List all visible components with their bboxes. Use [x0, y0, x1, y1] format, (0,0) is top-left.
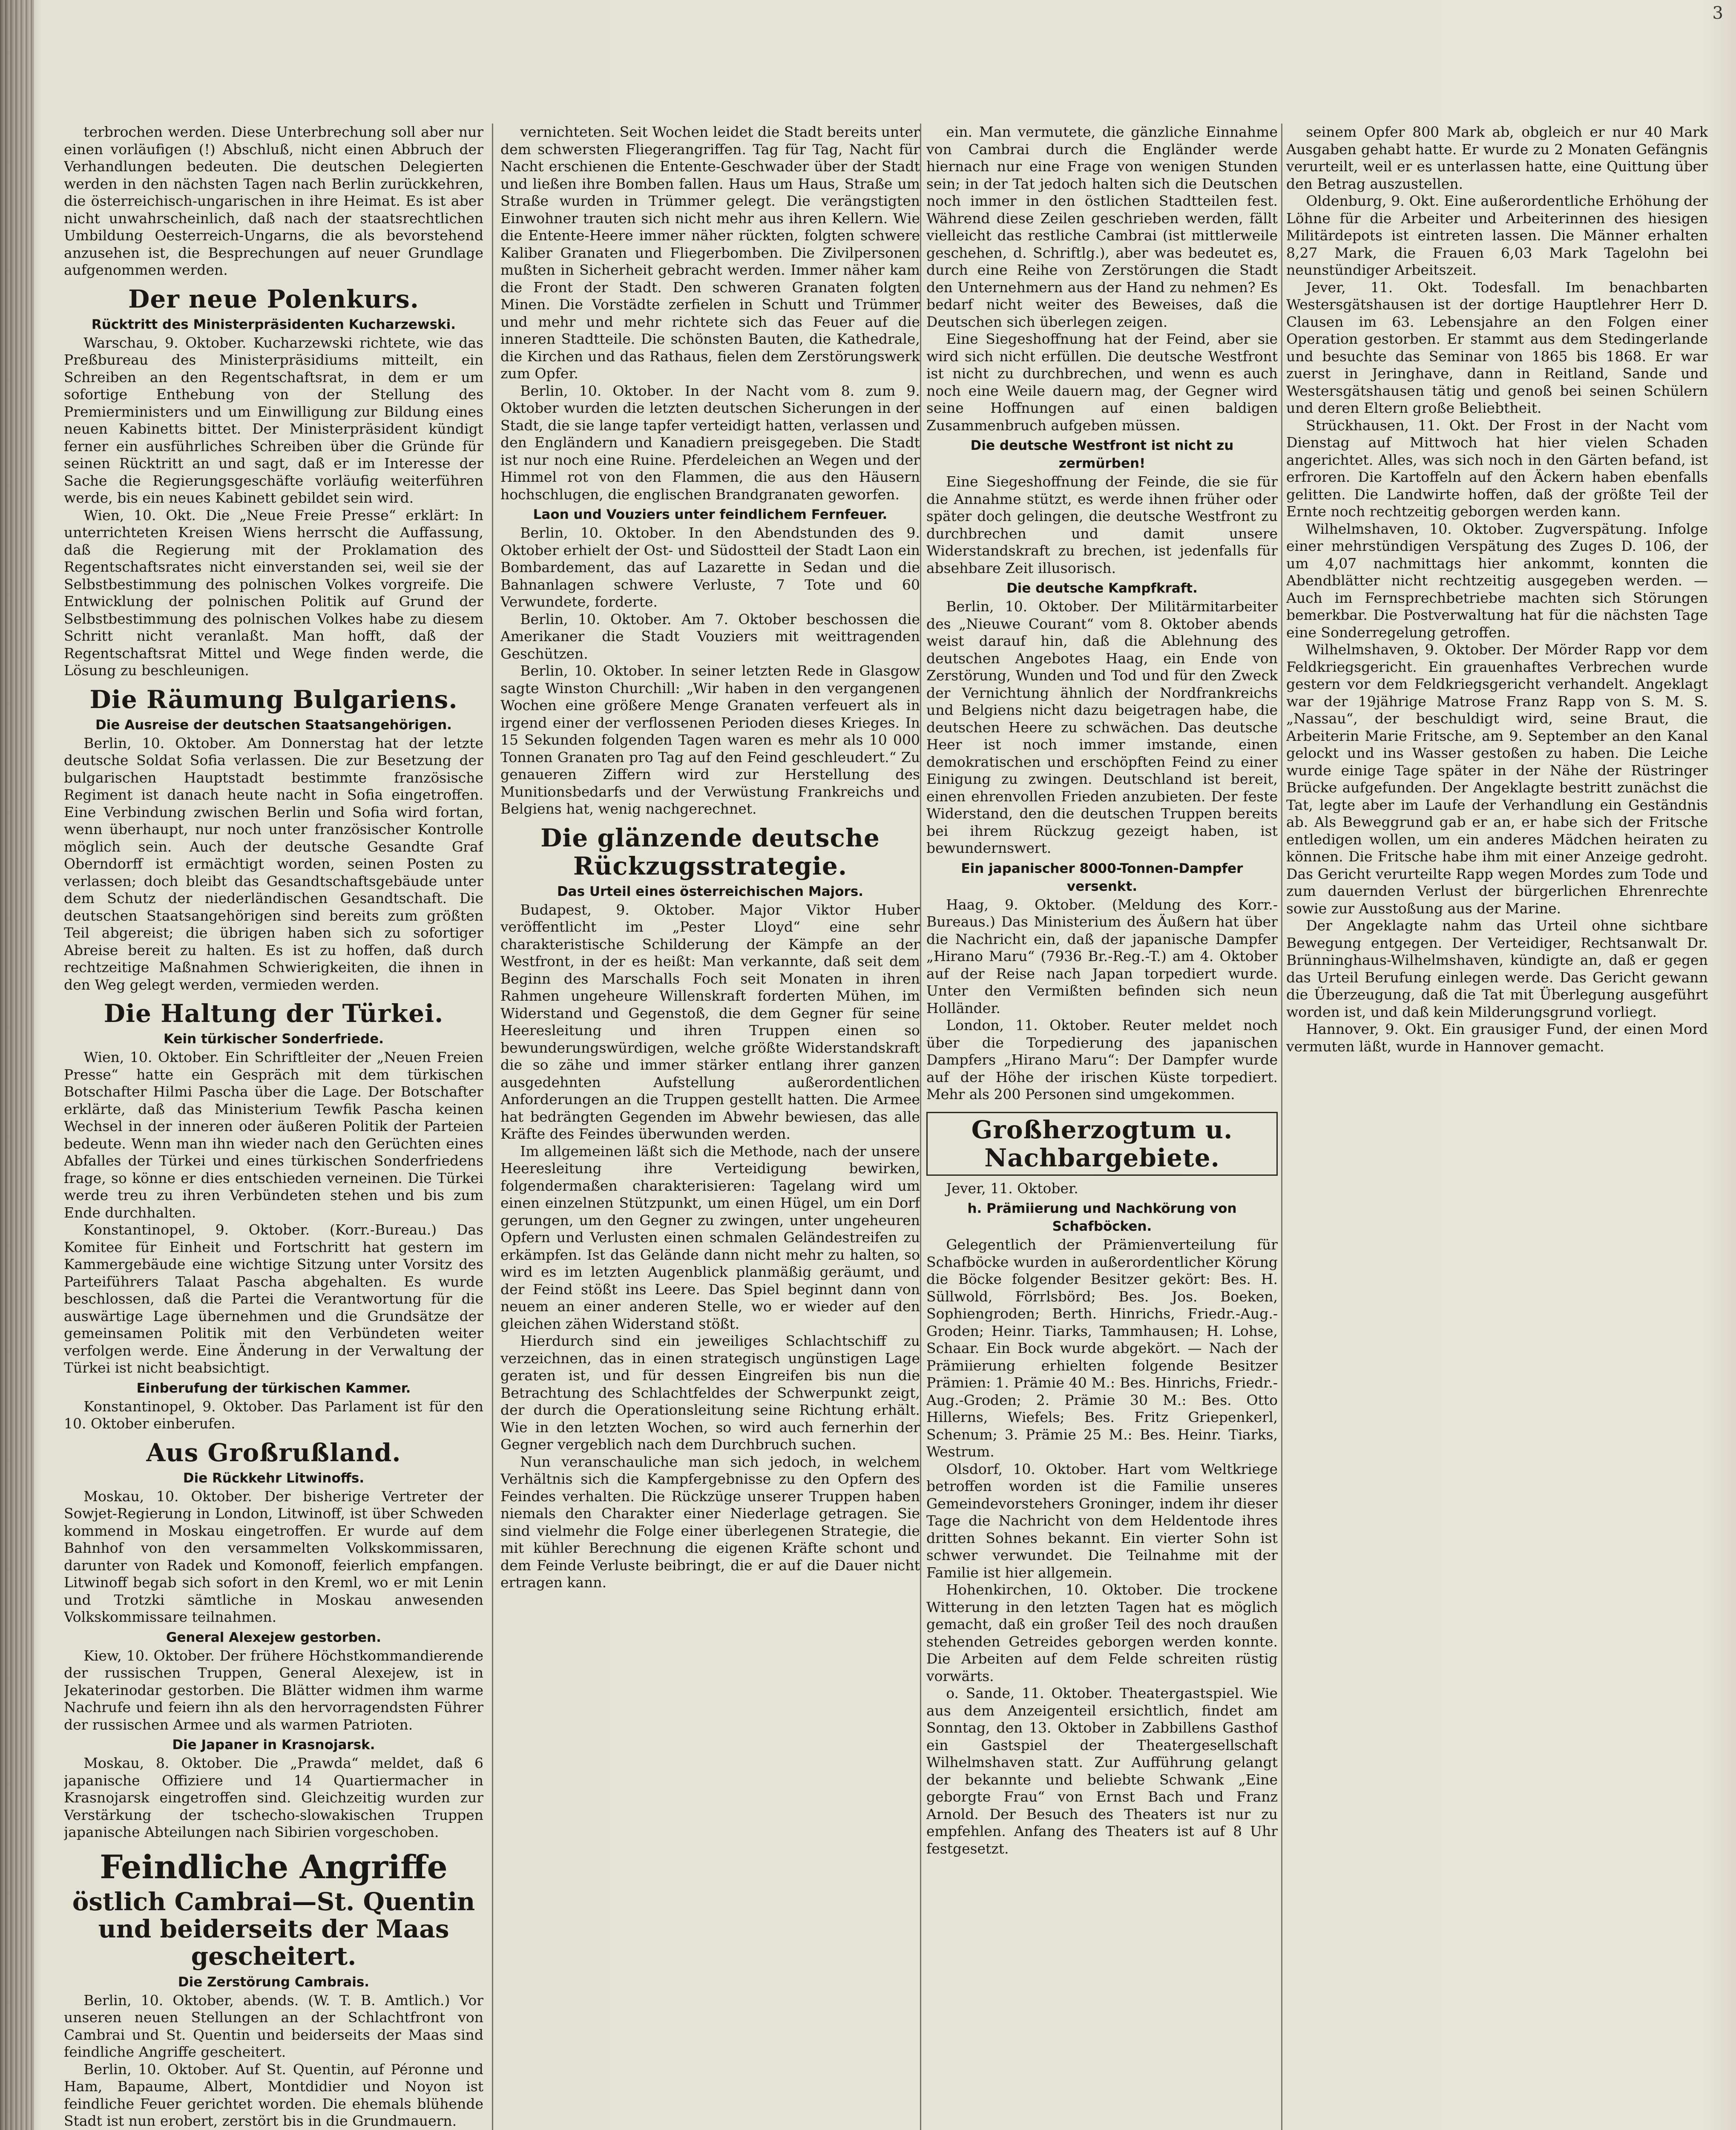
- article-paragraph: Jever, 11. Oktober.: [946, 1180, 1078, 1197]
- subheading: Laon und Vouziers unter feindlichem Fernfeuer.: [533, 507, 888, 522]
- article-paragraph: Nun veranschauliche man sich jedoch, in welchem Verhältnis sich die Kampfergebnisse zu den Opfern des Feindes verhalten. Die Rückzüge unserer Truppen haben niemals den Charakter einer Niederlage getragen. Sie sind vielmehr die Folge einer überlegenen Strategie, die mit kühler Berechnung die eigenen Kräfte schont und dem Feinde Verluste beibringt, die er auf die Dauer nicht ertragen kann.: [500, 1453, 920, 1591]
- section-heading: Die Räumung Bulgariens.: [89, 685, 458, 714]
- section-heading: Die glänzende deutsche Rückzugsstrategie.: [540, 823, 880, 881]
- article-paragraph: Wilhelmshaven, 9. Oktober. Der Mörder Rapp vor dem Feldkriegsgericht. Ein grauenhaftes Verbrechen wurde gestern vor dem Feldkriegsgericht verhandelt. Angeklagt war der 19jährige Matrose Franz Rapp von S. M. S. „Nassau“, der beschuldigt wird, seine Braut, die Arbeiterin Marie Fritsche, am 9. September an den Kanal gelockt und ins Wasser gestoßen zu haben. Die Leiche wurde einige Tage später in der Nähe der Rüstringer Brücke aufgefunden. Der Angeklagte bestritt zunächst die Tat, legte aber im Laufe der Verhandlung ein Geständnis ab. Als Beweggrund gab er an, er habe sich der Fritsche entledigen wollen, um ein anderes Mädchen heiraten zu können. Die Fritsche habe ihm mit einer Anzeige gedroht. Das Gericht verurteilte Rapp wegen Mordes zum Tode und zum dauernden Verlust der bürgerlichen Ehrenrechte sowie zur Ausstoßung aus der Marine.: [1286, 641, 1708, 917]
- article-paragraph: London, 11. Oktober. Reuter meldet noch über die Torpedierung des japanischen Dampfers „Hirano Maru“: Der Dampfer wurde auf der Höhe der irischen Küste torpediert. Mehr als 200 Personen sind umgekommen.: [926, 1017, 1278, 1102]
- article-paragraph: Kiew, 10. Oktober. Der frühere Höchstkommandierende der russischen Truppen, General Alexejew, ist in Jekaterinodar gestorben. Die Blätter widmen ihm warme Nachrufe und feiern ihn als den hervorragendsten Führer der russischen Armee und als warmen Patrioten.: [64, 1647, 483, 1733]
- column-rule: [1281, 124, 1282, 2130]
- article-paragraph: Berlin, 10. Oktober. Am Donnerstag hat der letzte deutsche Soldat Sofia verlassen. Die zur Besetzung der bulgarischen Hauptstadt bestimmte französische Regiment ist danach heute nacht in Sofia eingetroffen. Eine Verbindung zwischen Berlin und Sofia wird fortan, wenn überhaupt, nur noch unter französischer Kontrolle möglich sein. Auch der deutsche Gesandte Graf Oberndorff ist ermächtigt worden, seinen Posten zu verlassen; doch bleibt das Gesandtschaftsgebäude unter dem Schutz der niederländischen Gesandtschaft. Die deutschen Staatsangehörigen sind bereits zum größten Teil abgereist; die übrigen haben sich zu sofortiger Abreise bereit zu halten. Es ist zu hoffen, daß durch rechtzeitige Maßnahmen Schwierigkeiten, die ihnen in den Weg gelegt werden, vermieden werden.: [64, 734, 483, 993]
- article-paragraph: Eine Siegeshoffnung hat der Feind, aber sie wird sich nicht erfüllen. Die deutsche Westfront ist nicht zu durchbrechen, und wenn es auch noch eine Weile dauern mag, der Gegner wird seine Hoffnungen auf einen baldigen Zusammenbruch aufgeben müssen.: [926, 331, 1278, 434]
- subheading: Die deutsche Kampfkraft.: [1006, 581, 1198, 596]
- subheading: Die deutsche Westfront ist nicht zu zermürben!: [970, 438, 1234, 471]
- article-paragraph: ein. Man vermutete, die gänzliche Einnahme von Cambrai durch die Engländer werde hiernach nur eine Frage von wenigen Stunden sein; in der Tat jedoch halten sich die Deutschen noch immer in den östlichen Stadtteilen fest. Während diese Zeilen geschrieben werden, fällt vielleicht das restliche Cambrai (ist mittlerweile geschehen, d. Schriftlg.), aber was bedeutet es, durch eine Reihe von Zerstörungen die Stadt den Unternehmern aus der Hand zu nehmen? Es bedarf nicht weiter des Beweises, daß die Deutschen sich überlegen zeigen.: [926, 124, 1278, 330]
- subheading: Die Zerstörung Cambrais.: [178, 1974, 370, 1990]
- page-number: 3: [1712, 3, 1723, 23]
- article-paragraph: Oldenburg, 9. Okt. Eine außerordentliche Erhöhung der Löhne für die Arbeiter und Arbeiterinnen des hiesigen Militärdepots ist eintreten lassen. Die Männer erhalten 8,27 Mark, die Frauen 6,03 Mark Tagelohn bei neunstündiger Arbeitszeit.: [1286, 193, 1708, 278]
- article-paragraph: Olsdorf, 10. Oktober. Hart vom Weltkriege betroffen worden ist die Familie unseres Gemeindevorstehers Groninger, indem ihr dieser Tage die Nachricht von dem Heldentode ihres dritten Sohnes bekannt. Ein vierter Sohn ist schwer verwundet. Die Teilnahme mit der Familie ist hier allgemein.: [926, 1460, 1278, 1581]
- column-4: [1286, 124, 1708, 2130]
- column-rule: [492, 124, 493, 2130]
- article-paragraph: Berlin, 10. Oktober. Am 7. Oktober beschossen die Amerikaner die Stadt Vouziers mit weittragenden Geschützen.: [500, 610, 920, 662]
- subheading: Kein türkischer Sonderfriede.: [163, 1031, 384, 1047]
- article-paragraph: Hierdurch sind ein jeweiliges Schlachtschiff zu verzeichnen, das in einen strategisch ungünstigen Lage geraten ist, und für dessen Eingreifen bis nun die Betrachtung des Schlachtfeldes der Schwerpunkt zeigt, der durch die Operationsleitung seine Richtung erhält. Wie in den letzten Wochen, so wird auch fernerhin der Gegner vergeblich nach dem Durchbruch suchen.: [500, 1333, 920, 1453]
- column-2: [500, 124, 920, 2130]
- article-paragraph: Haag, 9. Oktober. (Meldung des Korr.-Bureaus.) Das Ministerium des Äußern hat über die Nachricht ein, daß der japanische Dampfer „Hirano Maru“ (7936 Br.-Reg.-T.) am 4. Oktober auf der Reise nach Japan torpediert wurde. Unter den Vermißten befinden sich neun Holländer.: [926, 896, 1278, 1016]
- subheading: h. Prämiierung und Nachkörung von Schafböcken.: [967, 1201, 1237, 1234]
- article-paragraph: Berlin, 10. Oktober. In den Abendstunden des 9. Oktober erhielt der Ost- und Südostteil der Stadt Laon ein Bombardement, das auf Lazarette in Sedan und die Bahnanlagen schwere Verluste, 7 Tote und 60 Verwundete, forderte.: [500, 524, 920, 610]
- subheading: Die Japaner in Krasnojarsk.: [172, 1737, 375, 1753]
- article-paragraph: Wien, 10. Oktober. Ein Schriftleiter der „Neuen Freien Presse“ hatte ein Gespräch mit dem türkischen Botschafter Hilmi Pascha über die Lage. Der Botschafter erklärte, daß das Ministerium Tewfik Pascha keinen Wechsel in der inneren oder äußeren Politik der Parteien bedeute. Wenn man ihn wieder nach den Gerüchten eines Abfalles der Türkei und eines türkischen Sonderfriedens frage, so könne er dies entschieden verneinen. Die Türkei werde treu zu ihren Verbündeten stehen und bis zum Ende durchhalten.: [64, 1049, 483, 1221]
- section-heading: Der neue Polenkurs.: [128, 284, 419, 314]
- article-paragraph: terbrochen werden. Diese Unterbrechung soll aber nur einen vorläufigen (!) Abschluß, nicht einen Abbruch der Verhandlungen bedeuten. Die deutschen Delegierten werden in den nächsten Tagen nach Berlin zurückkehren, die österreichisch-ungarischen in ihre Heimat. Es ist aber nicht unwahrscheinlich, daß nach der staatsrechtlichen Umbildung Oesterreich-Ungarns, die als bevorstehend anzusehen ist, die Besprechungen auf neuer Grundlage aufgenommen werden.: [64, 124, 483, 278]
- subheading: Ein japanischer 8000-Tonnen-Dampfer versenkt.: [961, 861, 1243, 894]
- article-paragraph: Konstantinopel, 9. Oktober. Das Parlament ist für den 10. Oktober einberufen.: [64, 1398, 483, 1432]
- subheading: Einberufung der türkischen Kammer.: [136, 1380, 411, 1396]
- article-paragraph: Wien, 10. Okt. Die „Neue Freie Presse“ erklärt: In unterrichteten Kreisen Wiens herrscht die Auffassung, daß die Regierung mit der Proklamation des Regentschaftsrates nicht einverstanden sei, weil sie der Selbstbestimmung des polnischen Volkes vorgreife. Die Entwicklung der polnischen Politik auf Grund der Selbstbestimmung des polnischen Volkes habe zu diesem Schritt nicht veranlaßt. Man hofft, daß der Regentschaftsrat Mittel und Wege finden werde, die Lösung zu beschleunigen.: [64, 507, 483, 679]
- subheading: Die Rückkehr Litwinoffs.: [183, 1470, 365, 1486]
- boxed-section-heading: Großherzogtum u. Nachbargebiete.: [926, 1112, 1278, 1176]
- article-paragraph: Wilhelmshaven, 10. Oktober. Zugverspätung. Infolge einer mehrstündigen Verspätung des Zuges D. 106, der um 4,07 nachmittags hier ankommt, konnten die Abendblätter nicht rechtzeitig ausgegeben werden. — Auch im Fernsprechbetriebe machten sich Störungen bemerkbar. Die Postverwaltung hat für die nächsten Tage eine Sonderregelung getroffen.: [1286, 520, 1708, 641]
- article-paragraph: Eine Siegeshoffnung der Feinde, die sie für die Annahme stützt, es werde ihnen früher oder später doch gelingen, die deutsche Westfront zu durchbrechen und damit unsere Widerstandskraft zu brechen, ist jedenfalls für absehbare Zeit illusorisch.: [926, 473, 1278, 576]
- article-paragraph: Konstantinopel, 9. Oktober. (Korr.-Bureau.) Das Komitee für Einheit und Fortschritt hat gestern im Kammergebäude eine wichtige Sitzung unter Vorsitz des Parteiführers Talaat Pascha abgehalten. Es wurde beschlossen, daß die Partei die Verantwortung für die auswärtige Lage übernehmen und die Grundsätze der gemeinsamen Politik mit den Verbündeten weiter verfolgen werde. Eine Änderung in der Verwaltung der Türkei ist nicht beabsichtigt.: [64, 1221, 483, 1376]
- article-paragraph: Moskau, 8. Oktober. Die „Prawda“ meldet, daß 6 japanische Offiziere und 14 Quartiermacher in Krasnojarsk eingetroffen sind. Gleichzeitig wurden zur Verstärkung der tschecho-slowakischen Truppen japanische Abteilungen nach Sibirien vorgeschoben.: [64, 1755, 483, 1840]
- article-paragraph: Jever, 11. Okt. Todesfall. Im benachbarten Westersgätshausen ist der dortige Hauptlehrer Herr D. Clausen im 63. Lebensjahre an den Folgen einer Operation gestorben. Er stammt aus dem Stedingerlande und besuchte das Seminar von 1865 bis 1868. Er war zuerst in Jeringhave, dann in Reitland, Sande und Westersgätshausen tätig und genoß bei seinen Schülern und deren Eltern große Beliebtheit.: [1286, 279, 1708, 416]
- article-paragraph: Warschau, 9. Oktober. Kucharzewski richtete, wie das Preßbureau des Ministerpräsidiums mitteilt, ein Schreiben an den Regentschaftsrat, in dem er um sofortige Enthebung von der Stellung des Premierministers und um Einwilligung zur Bildung eines neuen Kabinetts bittet. Der Ministerpräsident kündigt ferner ein ausführliches Schreiben über die Gründe für seinen Rücktritt an und sagt, daß er im Interesse der Sache die Regierungsgeschäfte vorläufig weiterführen werde, bis ein neues Kabinett gebildet sein wird.: [64, 334, 483, 506]
- subheading: General Alexejew gestorben.: [166, 1629, 382, 1645]
- article-paragraph: o. Sande, 11. Oktober. Theatergastspiel. Wie aus dem Anzeigenteil ersichtlich, findet am Sonntag, den 13. Oktober in Zabbillens Gasthof ein Gastspiel der Theatergesellschaft Wilhelmshaven statt. Zur Aufführung gelangt der bekannte und beliebte Schwank „Eine geborgte Frau“ von Ernst Bach und Franz Arnold. Der Besuch des Theaters ist nur zu empfehlen. Anfang des Theaters ist auf 8 Uhr festgesetzt.: [926, 1685, 1278, 1857]
- subheading: Das Urteil eines österreichischen Majors.: [557, 884, 864, 899]
- article-paragraph: Gelegentlich der Prämienverteilung für Schafböcke wurden in außerordentlicher Körung die Böcke folgender Besitzer gekört: Bes. H. Süllwold, Förrlsbörd; Bes. Jos. Boeken, Sophiengroden; Berth. Hinrichs, Friedr.-Aug.-Groden; Heinr. Tiarks, Tammhausen; H. Lohse, Schaar. Ein Bock wurde abgekört. — Nach der Prämiierung erhielten folgende Besitzer Prämien: 1. Prämie 40 M.: Bes. Hinrichs, Friedr.-Aug.-Groden; 2. Prämie 30 M.: Bes. Otto Hillerns, Wiefels; Bes. Fritz Griepenkerl, Schenum; 3. Prämie 25 M.: Bes. Heinr. Tiarks, Westrum.: [926, 1236, 1278, 1460]
- article-paragraph: Berlin, 10. Oktober. In seiner letzten Rede in Glasgow sagte Winston Churchill: „Wir haben in den vergangenen Wochen eine größere Menge Granaten verfeuert als in irgend einer der verflossenen Perioden dieses Krieges. In 15 Sekunden folgenden Tagen waren es mehr als 10 000 Tonnen Granaten pro Tag auf den Feind geschleudert.“ Zu genaueren Ziffern wird zur Herstellung des Munitionsbedarfs und der Verwüstung Frankreichs und Belgiens hat, wenig nachgerechnet.: [500, 662, 920, 817]
- article-paragraph: seinem Opfer 800 Mark ab, obgleich er nur 40 Mark Ausgaben gehabt hatte. Er wurde zu 2 Monaten Gefängnis verurteilt, weil er es unterlassen hatte, eine Quittung über den Betrag auszustellen.: [1286, 124, 1708, 192]
- article-paragraph: Hohenkirchen, 10. Oktober. Die trockene Witterung in den letzten Tagen hat es möglich gemacht, daß ein großer Teil des noch draußen stehenden Getreides geborgen werden konnte. Die Arbeiten auf dem Felde schreiten rüstig vorwärts.: [926, 1581, 1278, 1684]
- article-paragraph: Berlin, 10. Oktober, abends. (W. T. B. Amtlich.) Vor unseren neuen Stellungen an der Schlachtfront von Cambrai und St. Quentin und beiderseits der Maas sind feindliche Angriffe gescheitert.: [64, 1992, 483, 2060]
- article-paragraph: vernichteten. Seit Wochen leidet die Stadt bereits unter dem schwersten Fliegerangriffen. Tag für Tag, Nacht für Nacht erschienen die Entente-Geschwader über der Stadt und ließen ihre Bomben fallen. Haus um Haus, Straße um Straße wurden in Trümmer gelegt. Die verängstigten Einwohner trauten sich nicht mehr aus ihren Kellern. Wie die Entente-Heere immer näher rückten, folgten schwere Kaliber Granaten und Fliegerbomben. Die Zivilpersonen mußten in Sicherheit gebracht werden. Immer näher kam die Front der Stadt. Den schweren Granaten folgten Minen. Die Vorstädte zerfielen in Schutt und Trümmer und mehr und mehr richtete sich das Feuer auf die inneren Stadtteile. Die schönsten Bauten, die Kathedrale, die Kirchen und das Rathaus, fielen dem Zerstörungswerk zum Opfer.: [500, 124, 920, 382]
- article-paragraph: Berlin, 10. Oktober. Der Militärmitarbeiter des „Nieuwe Courant“ vom 8. Oktober abends weist darauf hin, daß die Ablehnung des deutschen Angebotes Haag, ein Ende von Zerstörung, Wunden und Tod und für den Zweck der Vernichtung ähnlich der Nordfrankreichs und Belgiens nicht dazu beigetragen habe, die deutschen Heere zu schwächen. Das deutsche Heer ist noch immer imstande, einen demokratischen und erschöpften Feind zu einer Einigung zu zwingen. Deutschland ist bereit, einen ehrenvollen Frieden anzubieten. Der feste Widerstand, den die deutschen Truppen bereits bei ihrem Rückzug gezeigt haben, ist bewundernswert.: [926, 598, 1278, 856]
- article-paragraph: Strückhausen, 11. Okt. Der Frost in der Nacht vom Dienstag auf Mittwoch hat hier vielen Schaden angerichtet. Alles, was sich noch in den Gärten befand, ist erfroren. Die Kartoffeln auf den Äckern haben ebenfalls gelitten. Die Landwirte hoffen, daß der größte Teil der Ernte noch rechtzeitig geborgen werden kann.: [1286, 417, 1708, 520]
- book-spine-shadow: [0, 0, 34, 2130]
- article-paragraph: Berlin, 10. Oktober. In der Nacht vom 8. zum 9. Oktober wurden die letzten deutschen Sicherungen in der Stadt, die sie lange tapfer verteidigt hatten, verlassen und den Engländern und Kanadiern preisgegeben. Die Stadt ist nur noch eine Ruine. Pferdeleichen an Wegen und der Himmel rot von den Flammen, die aus den Häusern hochschlugen, die englischen Brandgranaten geworfen.: [500, 382, 920, 503]
- banner-subheadline: östlich Cambrai—St. Quentin und beiderseits der Maas gescheitert.: [72, 1887, 475, 1971]
- article-paragraph: Der Angeklagte nahm das Urteil ohne sichtbare Bewegung entgegen. Der Verteidiger, Rechtsanwalt Dr. Brünninghaus-Wilhelmshaven, kündigte an, daß er gegen das Urteil Berufung einlegen werde. Das Gericht gewann die Überzeugung, daß die Tat mit Überlegung ausgeführt worden ist, und daß kein Milderungsgrund vorliegt.: [1286, 917, 1708, 1020]
- article-paragraph: Berlin, 10. Oktober. Auf St. Quentin, auf Péronne und Ham, Bapaume, Albert, Montdidier und Noyon ist feindliche Feuer gerichtet worden. Die ehemals blühende Stadt ist nun erobert, zerstört bis in die Grundmauern.: [64, 2061, 483, 2129]
- subheading: Die Ausreise der deutschen Staatsangehörigen.: [95, 717, 452, 733]
- column-1: [64, 124, 483, 2130]
- article-paragraph: Budapest, 9. Oktober. Major Viktor Huber veröffentlicht im „Pester Lloyd“ eine sehr charakteristische Schilderung der Kämpfe an der Westfront, in der es heißt: Man verkannte, daß seit dem Beginn des Marschalls Foch seit Monaten in ihren Rahmen ungeheure Willenskraft forderten Mühen, im Widerstand und Gegenstoß, die dem Gegner für seine Heeresleitung und ihren Truppen einen so bewunderungswürdigen, welche größte Widerstandskraft die so zähe und immer stärker entlang ihrer ganzen ausgedehnten Aufstellung außerordentlichen Anforderungen an die Truppen gestellt hatten. Die Armee hat bedrängten Gegenden im Abwehr bewiesen, das alle Kräfte des Feindes überwunden werden.: [500, 901, 920, 1142]
- article-paragraph: Moskau, 10. Oktober. Der bisherige Vertreter der Sowjet-Regierung in London, Litwinoff, ist über Schweden kommend in Moskau eingetroffen. Er wurde auf dem Bahnhof von den versammelten Volkskommissaren, darunter von Radek und Komonoff, feierlich empfangen. Litwinoff begab sich sofort in den Kreml, wo er mit Lenin und Trotzki sämtliche in Moskau anwesenden Volkskommissare teilnahmen.: [64, 1488, 483, 1625]
- section-heading: Aus Großrußland.: [146, 1438, 401, 1467]
- article-paragraph: Im allgemeinen läßt sich die Methode, nach der unsere Heeresleitung ihre Verteidigung bewirken, folgendermaßen charakterisieren: Tagelang wird um einen einzelnen Stützpunkt, um einen Hügel, um ein Dorf gerungen, um den Gegner zu zwingen, unter ungeheuren Opfern und Verlusten einen schmalen Geländestreifen zu erkämpfen. Ist das Gelände dann nicht mehr zu halten, so wird es im letzten Augenblick planmäßig geräumt, und der Feind stößt ins Leere. Das Spiel beginnt dann von neuem an einer anderen Stelle, wo er wieder auf den gleichen zähen Widerstand stößt.: [500, 1143, 920, 1332]
- banner-headline: Feindliche Angriffe: [100, 1848, 448, 1886]
- subheading: Rücktritt des Ministerpräsidenten Kucharzewski.: [91, 317, 456, 332]
- column-rule: [920, 124, 921, 2130]
- article-paragraph: Hannover, 9. Okt. Ein grausiger Fund, der einen Mord vermuten läßt, wurde in Hannover gemacht.: [1286, 1021, 1708, 1055]
- column-3: [926, 124, 1278, 2130]
- section-heading: Die Haltung der Türkei.: [103, 999, 444, 1028]
